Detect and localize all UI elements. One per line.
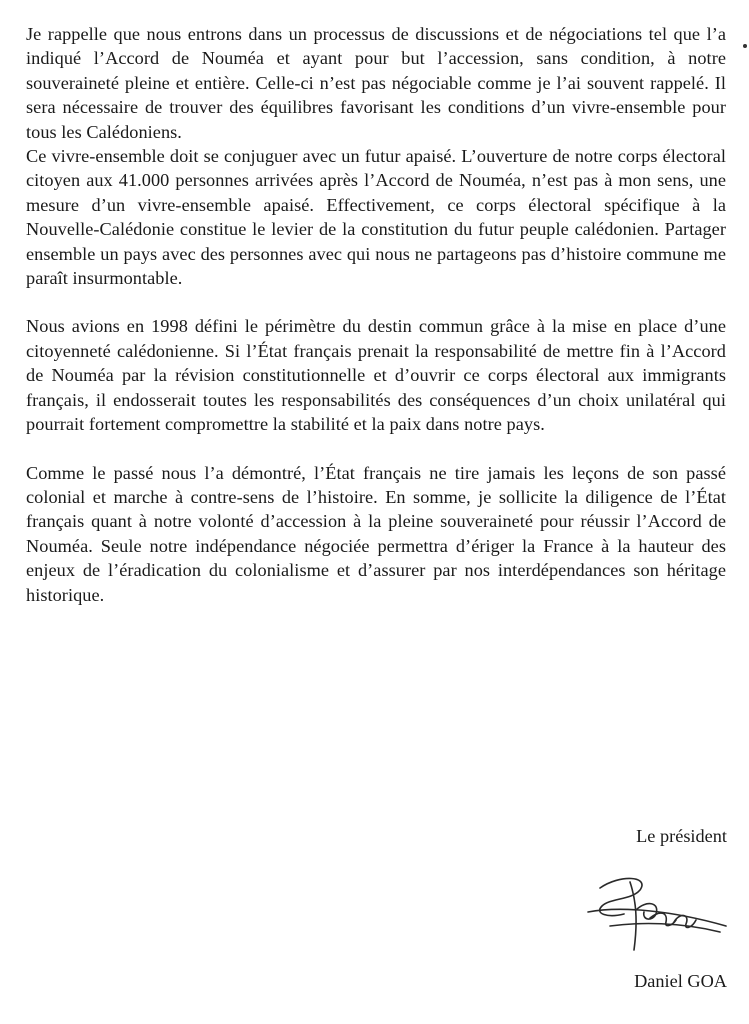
- letter-body: [26, 22, 726, 607]
- paragraph-4: Comme le passé nous l’a démontré, l’État français ne tire jamais les leçons de son passé colonial et marche à contre-sens de l’histoire. En somme, je sollicite la diligence de l’État français quant à notre volonté d’accession à la pleine souveraineté pour réussir l’Accord de Nouméa. Seule notre indépendance négociée permettra d’ériger la France à la hauteur des enjeux de l’éradication du colonialisme et d’assurer par nos interdépendances son héritage historique.: [26, 462, 726, 605]
- page-edge-mark: [743, 44, 747, 48]
- paragraph-2: Ce vivre-ensemble doit se conjuguer avec un futur apaisé. L’ouverture de notre corps électoral citoyen aux 41.000 personnes arrivées après l’Accord de Nouméa, n’est pas à mon sens, une mesure d’un vivre-ensemble apaisé. Effectivement, ce corps électoral spécifique à la Nouvelle-Calédonie constitue le levier de la constitution du futur peuple calédonien. Partager ensemble un pays avec des personnes avec qui nous ne partageons pas d’histoire commune me paraît insurmontable.: [26, 146, 726, 289]
- handwritten-signature: [580, 870, 730, 960]
- signoff-name: Daniel GOA: [634, 971, 727, 991]
- paragraph-3: Nous avions en 1998 défini le périmètre du destin commun grâce à la mise en place d’une citoyenneté calédonienne. Si l’État français prenait la responsabilité de mettre fin à l’Accord de Nouméa par la révision constitutionnelle et d’ouvrir ce corps électoral aux immigrants français, il endosserait toutes les responsabilités des conséquences d’un choix unilatéral qui pourrait fortement compromettre la stabilité et la paix dans notre pays.: [26, 316, 726, 435]
- paragraph-1: Je rappelle que nous entrons dans un processus de discussions et de négociations tel que l’a indiqué l’Accord de Nouméa et ayant pour but l’accession, sans condition, à notre souveraineté pleine et entière. Celle-ci n’est pas négociable comme je l’ai souvent rappelé. Il sera nécessaire de trouver des équilibres favorisant les conditions d’un vivre-ensemble pour tous les Calédoniens.: [26, 24, 726, 142]
- signoff-title: Le président: [636, 826, 727, 846]
